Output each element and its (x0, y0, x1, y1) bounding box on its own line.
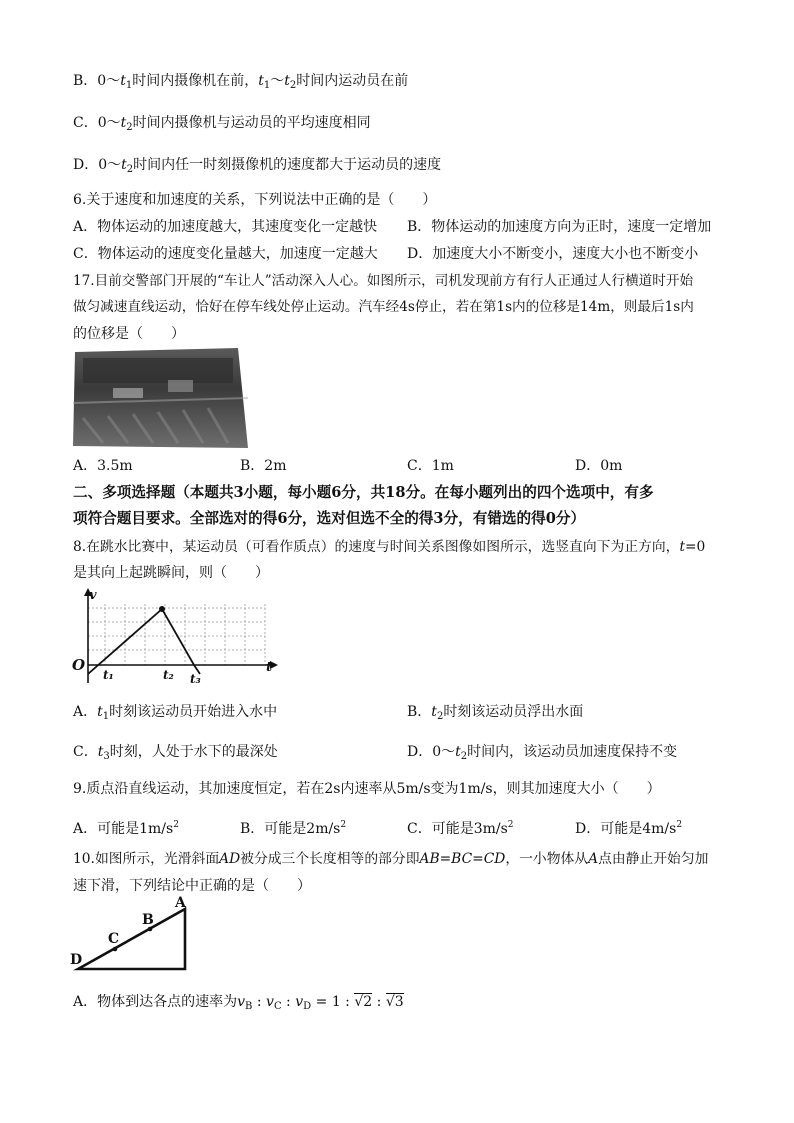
q7-line3: 的位移是（ ） (73, 326, 185, 342)
q7-option-b: B．2m (240, 458, 287, 474)
section2-heading-line1: 二、多项选择题（本题共3小题，每小题6分，共18分。在每小题列出的四个选项中，有多 (73, 484, 654, 501)
q7-option-c: C．1m (407, 458, 454, 474)
graph-t3-label: t₃ (190, 672, 201, 686)
q8-option-d: D．$0\sim t_2$时间内，该运动员加速度保持不变 (407, 744, 678, 762)
incline-figure (70, 895, 200, 975)
incline-label-a: A (175, 895, 186, 911)
graph-v-label: v (89, 588, 97, 603)
q5-option-b: B．$0\sim t_1$时间内摄像机在前，$t_1\sim t_2$时间内运动员在前 (73, 73, 409, 91)
q9-option-d: D．可能是$4m/s^2$ (575, 820, 683, 837)
q8-line1: 8.在跳水比赛中，某运动员（可看作质点）的速度与时间关系图像如图所示，选竖直向下为正方向，t=0 (73, 539, 706, 555)
q10-line1: 10.如图所示，光滑斜面AD被分成三个长度相等的部分即AB=BC=CD，一小物体从A点由静止开始匀加 (73, 851, 709, 867)
q5-option-d: D．$0\sim t_2$时间内任一时刻摄像机的速度都大于运动员的速度 (73, 157, 442, 175)
q8-line2: 是其向上起跳瞬间，则（ ） (73, 565, 269, 581)
q8-option-b: B．$t_2$时刻该运动员浮出水面 (407, 704, 584, 722)
q10-line2: 速下滑，下列结论中正确的是（ ） (73, 878, 311, 894)
graph-t2-label: t₂ (163, 668, 174, 682)
q8-option-a: A．$t_1$时刻该运动员开始进入水中 (73, 704, 278, 722)
q7-option-a: A．3.5m (73, 458, 133, 474)
incline-label-c: C (108, 931, 120, 947)
q6-stem: 6.关于速度和加速度的关系，下列说法中正确的是（ ） (73, 192, 437, 208)
q6-option-c: C．物体运动的速度变化量越大，加速度一定越大 (73, 246, 378, 262)
q9-stem: 9.质点沿直线运动，其加速度恒定，若在2s内速率从5m/s变为1m/s，则其加速度大小（ ） (73, 781, 661, 797)
graph-t-label: t (266, 660, 273, 675)
graph-t1-label: t₁ (103, 668, 114, 682)
street-photo (73, 348, 248, 448)
q10-option-a: A．物体到达各点的速率为$v_B$ : $v_C$ : $v_D = 1$ : √2 : √3 (73, 994, 404, 1012)
section2-heading-line2: 项符合题目要求。全部选对的得6分，选对但选不全的得3分，有错选的得0分） (73, 510, 586, 527)
q6-option-d: D．加速度大小不断变小，速度大小也不断变小 (407, 246, 699, 262)
q6-option-b: B．物体运动的加速度方向为正时，速度一定增加 (407, 219, 712, 235)
graph-origin-label: O (72, 656, 86, 674)
velocity-time-graph (70, 588, 280, 686)
q7-line1: 17.目前交警部门开展的“车让人”活动深入人心。如图所示，司机发现前方有行人正通过人行横道时开始 (73, 273, 694, 289)
q5-option-c: C．$0\sim t_2$时间内摄像机与运动员的平均速度相同 (73, 115, 371, 133)
q7-line2: 做匀减速直线运动，恰好在停车线处停止运动。汽车经4s停止，若在第1s内的位移是14m，则最后1s内 (73, 299, 694, 315)
q6-option-a: A．物体运动的加速度越大，其速度变化一定越快 (73, 219, 378, 235)
q8-option-c: C．$t_3$时刻，人处于水下的最深处 (73, 744, 278, 762)
q9-option-c: C．可能是$3m/s^2$ (407, 820, 514, 837)
incline-label-b: B (142, 912, 154, 928)
q9-option-b: B．可能是$2m/s^2$ (240, 820, 347, 837)
incline-label-d: D (70, 952, 83, 968)
q9-option-a: A．可能是$1m/s^2$ (73, 820, 179, 837)
q7-option-d: D．0m (575, 458, 623, 474)
